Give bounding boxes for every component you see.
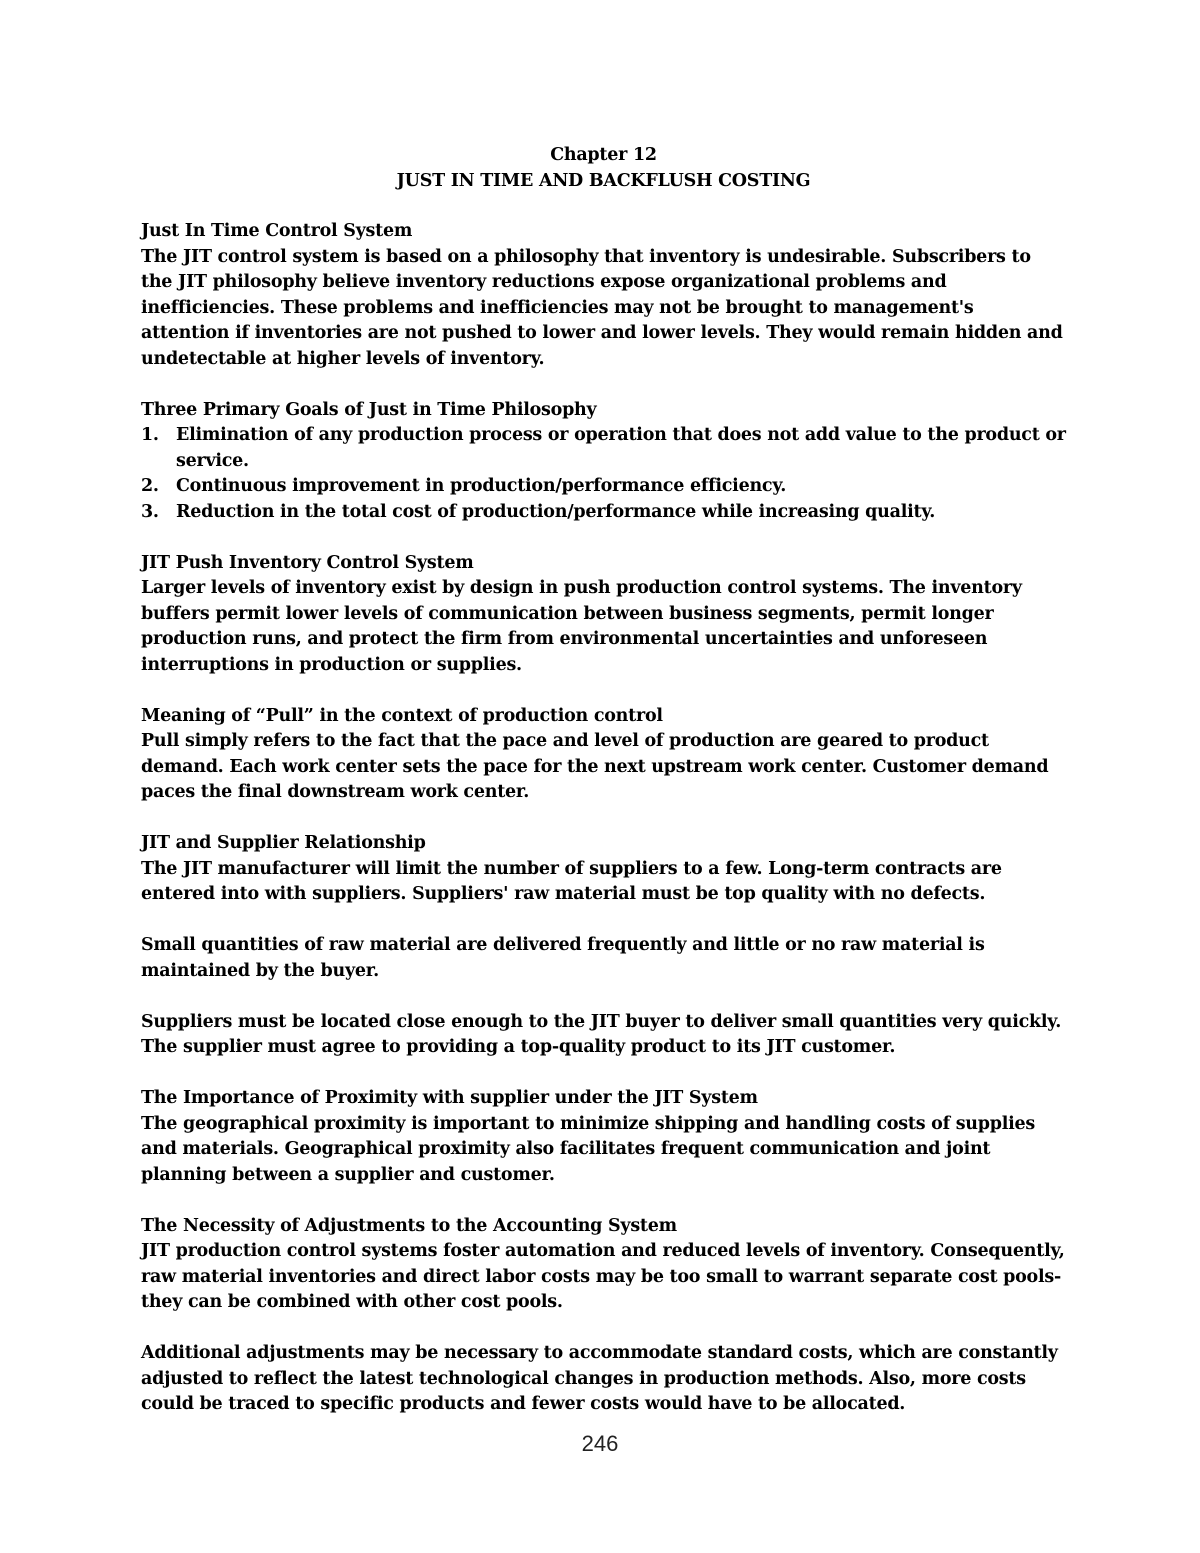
section-goals — [141, 398, 1066, 526]
section-pull — [141, 704, 1066, 806]
section-adjustments — [141, 1214, 1066, 1418]
section-heading: JIT and Supplier Relationship — [141, 833, 426, 853]
section-body: Small quantities of raw material are delivered frequently and little or no raw material is maintained by the buyer. — [141, 935, 985, 981]
list-item-text: Reduction in the total cost of production/performance while increasing quality. — [176, 501, 936, 522]
list-item — [141, 474, 1066, 500]
page-number: 246 — [581, 1431, 619, 1456]
list-item-number: 2. — [141, 476, 159, 496]
section-supplier — [141, 831, 1066, 1061]
section-heading: JIT Push Inventory Control System — [141, 552, 474, 573]
section-body: JIT production control systems foster automation and reduced levels of inventory. Consequently, raw material inventories and direct labor costs may be too small to warrant separate cost pools- they can be combined with other cost pools. — [141, 1241, 1065, 1312]
section-body: The geographical proximity is important to minimize shipping and handling costs of supplies and materials. Geographical proximity also facilitates frequent communication and joint planning between a supplier and customer. — [141, 1113, 1036, 1185]
section-heading: Meaning of “Pull” in the context of production control — [141, 705, 663, 726]
section-heading: The Importance of Proximity with supplier under the JIT System — [141, 1088, 758, 1108]
section-push — [141, 551, 1066, 679]
list-item-text: Elimination of any production process or operation that does not add value to the product or service. — [176, 425, 1066, 471]
section-body: The JIT control system is based on a philosophy that inventory is undesirable. Subscribers to the JIT philosophy believe inventory reductions expose organizational problems and inefficiencies. These problems and inefficiencies may not be brought to management's attention if inventories are not pushed to lower and lower levels. They would remain hidden and undetectable at higher levels of inventory. — [141, 246, 1063, 369]
list-item — [141, 500, 1066, 526]
section-body: Larger levels of inventory exist by design in push production control systems. The inventory buffers permit lower levels of communication between business segments, permit longer production runs, and protect the firm from environmental uncertainties and unforeseen interruptions in production or supplies. — [141, 578, 1022, 675]
section-proximity — [141, 1086, 1066, 1188]
chapter-label: Chapter 12 — [550, 145, 657, 165]
list-item-number: 3. — [141, 501, 159, 522]
chapter-title: JUST IN TIME AND BACKFLUSH COSTING — [396, 170, 811, 191]
section-body: Pull simply refers to the fact that the pace and level of production are geared to product demand. Each work center sets the pace for the next upstream work center. Customer demand paces the final downstream work center. — [141, 731, 1049, 802]
section-body: The JIT manufacturer will limit the number of suppliers to a few. Long-term contracts are entered into with suppliers. Suppliers' raw material must be top quality with no defects. — [141, 858, 1002, 904]
section-heading: The Necessity of Adjustments to the Accounting System — [141, 1215, 677, 1236]
list-item-text: Continuous improvement in production/performance efficiency. — [176, 476, 787, 496]
list-item — [141, 423, 1066, 474]
section-body: Additional adjustments may be necessary to accommodate standard costs, which are constantly adjusted to reflect the latest technological changes in production methods. Also, more costs could be traced to specific products and fewer costs would have to be allocated. — [141, 1343, 1058, 1414]
document-page — [141, 143, 1066, 1418]
list-item-number: 1. — [141, 425, 159, 445]
goals-list — [141, 423, 1066, 525]
section-body: Suppliers must be located close enough to the JIT buyer to deliver small quantities very quickly. The supplier must agree to providing a top-quality product to its JIT customer. — [141, 1011, 1062, 1057]
section-jit-control — [141, 219, 1066, 372]
section-heading: Three Primary Goals of Just in Time Philosophy — [141, 399, 597, 420]
section-heading: Just In Time Control System — [141, 221, 413, 241]
